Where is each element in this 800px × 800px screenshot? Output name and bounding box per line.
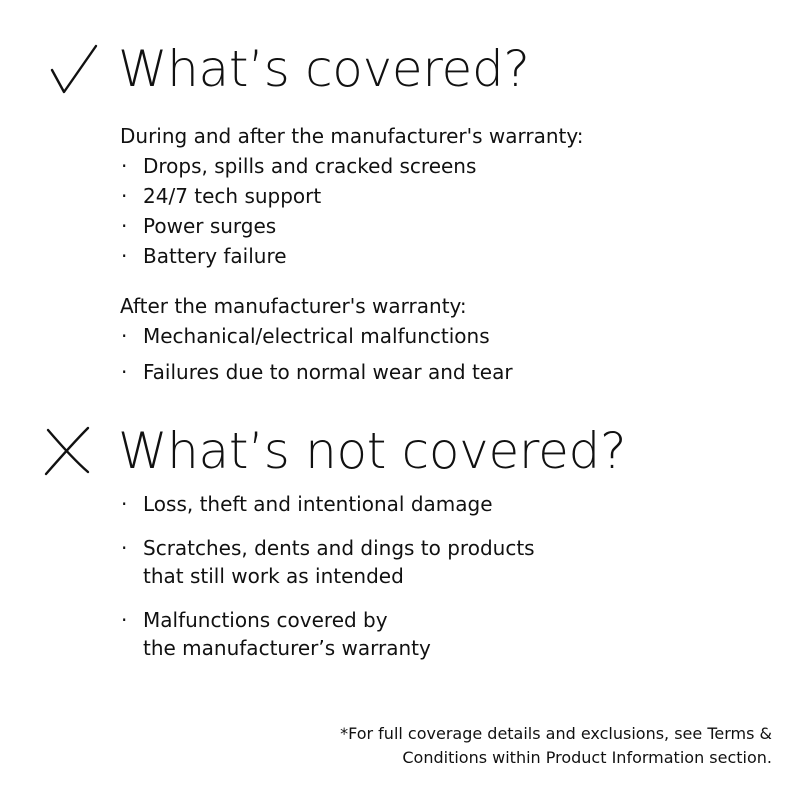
bullet-dot: ·	[121, 536, 128, 560]
cross-icon	[38, 420, 98, 480]
bullet-dot: ·	[121, 184, 128, 208]
bullet-dot: ·	[121, 492, 128, 516]
not-covered-group	[120, 490, 760, 662]
list-item	[120, 241, 760, 271]
bullet-dot: ·	[121, 360, 128, 384]
not-covered-heading: What’s not covered?	[118, 422, 627, 480]
covered-after-list	[120, 321, 760, 387]
covered-during-after-list	[120, 151, 760, 271]
list-item-text: Battery failure	[143, 244, 287, 268]
list-item-text: Power surges	[143, 214, 277, 238]
not-covered-list	[120, 490, 760, 662]
bullet-dot: ·	[121, 214, 128, 238]
list-item-text: Malfunctions covered by the manufacturer’s warranty	[143, 608, 431, 660]
bullet-dot: ·	[121, 608, 128, 632]
bullet-dot: ·	[121, 244, 128, 268]
list-item-text: Mechanical/electrical malfunctions	[143, 324, 490, 348]
bullet-dot: ·	[121, 154, 128, 178]
list-item	[120, 211, 760, 241]
covered-heading: What’s covered?	[118, 40, 530, 98]
list-item	[120, 151, 760, 181]
list-item-text: Loss, theft and intentional damage	[143, 492, 493, 516]
list-item-text: Failures due to normal wear and tear	[143, 360, 513, 384]
bullet-dot: ·	[121, 324, 128, 348]
covered-during-after-group	[120, 121, 760, 271]
list-item-text: Drops, spills and cracked screens	[143, 154, 477, 178]
list-item	[120, 606, 760, 662]
covered-during-after-intro: During and after the manufacturer's warranty:	[120, 124, 584, 148]
list-item	[120, 321, 760, 351]
list-item-text: Scratches, dents and dings to products that still work as intended	[143, 536, 535, 588]
list-item	[120, 181, 760, 211]
footnote: *For full coverage details and exclusions, see Terms & Conditions within Product Information section.	[340, 724, 772, 767]
list-item	[120, 357, 760, 387]
list-item	[120, 490, 760, 518]
covered-after-group	[120, 291, 760, 387]
covered-after-intro: After the manufacturer's warranty:	[120, 294, 467, 318]
list-item	[120, 534, 760, 590]
checkmark-icon	[44, 40, 104, 100]
list-item-text: 24/7 tech support	[143, 184, 322, 208]
